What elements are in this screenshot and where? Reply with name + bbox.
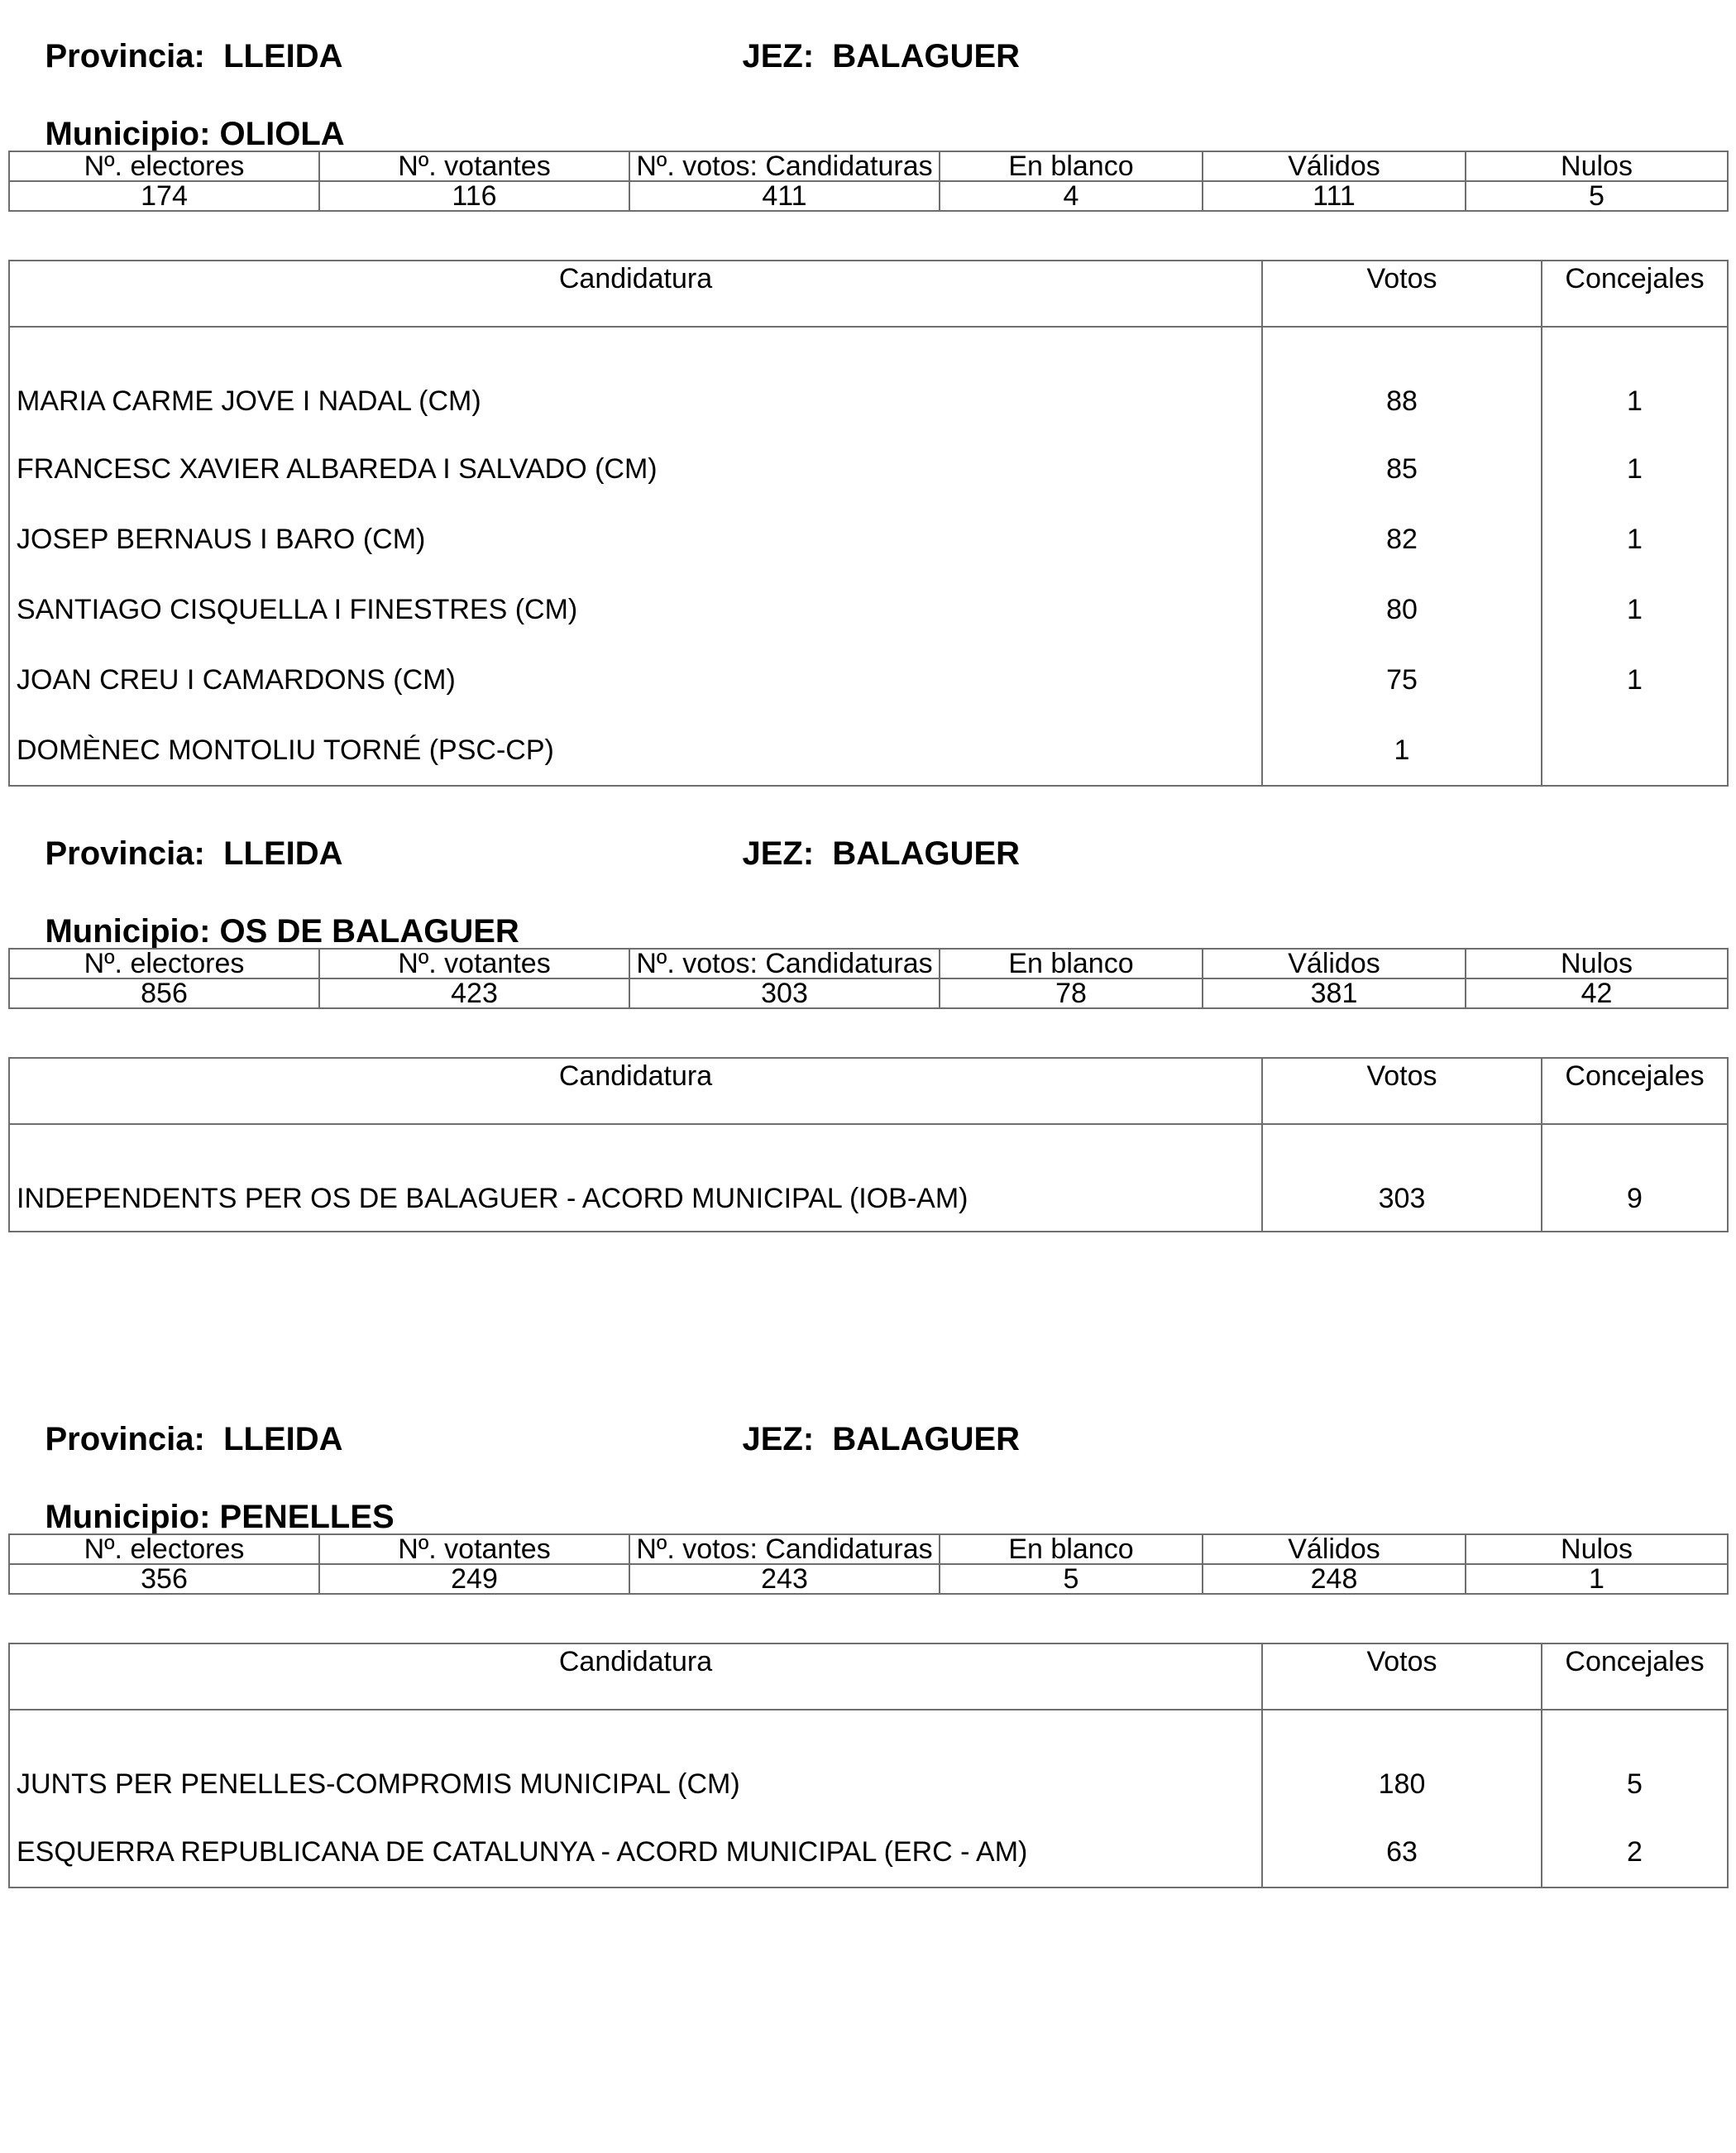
table-row bbox=[9, 504, 1728, 574]
jez-label: JEZ: bbox=[742, 1421, 815, 1457]
table-row bbox=[9, 715, 1728, 786]
stats-nulos: 1 bbox=[1466, 1564, 1728, 1594]
stats-nulos: 5 bbox=[1466, 181, 1728, 211]
provincia-value: LLEIDA bbox=[223, 835, 343, 872]
concejales-header: Concejales bbox=[1542, 1058, 1728, 1124]
concejales-header: Concejales bbox=[1542, 1643, 1728, 1710]
provincia-label: Provincia: bbox=[45, 1421, 205, 1457]
jez-label: JEZ: bbox=[742, 38, 815, 74]
stats-value-row bbox=[9, 978, 1728, 1008]
candidatura-header: Candidatura bbox=[9, 261, 1262, 327]
stats-header-validos: Válidos bbox=[1203, 949, 1466, 978]
table-row bbox=[9, 327, 1728, 433]
candidate-concejales: 1 bbox=[1627, 523, 1643, 555]
stats-validos: 381 bbox=[1203, 978, 1466, 1008]
candidate-name: JUNTS PER PENELLES-COMPROMIS MUNICIPAL (CM) bbox=[9, 1710, 1262, 1816]
candidatura-header: Candidatura bbox=[9, 1643, 1262, 1710]
candidate-votos: 82 bbox=[1262, 504, 1542, 574]
candidates-table bbox=[8, 260, 1729, 787]
jez-header bbox=[705, 1390, 1020, 1489]
stats-table bbox=[8, 948, 1729, 1009]
stats-nulos: 42 bbox=[1466, 978, 1728, 1008]
candidate-concejales: 1 bbox=[1627, 385, 1643, 417]
candidate-concejales: 5 bbox=[1627, 1768, 1643, 1800]
stats-header-electores: Nº. electores bbox=[9, 151, 319, 181]
stats-electores: 356 bbox=[9, 1564, 319, 1594]
candidate-name: INDEPENDENTS PER OS DE BALAGUER - ACORD MUNICIPAL (IOB-AM) bbox=[9, 1124, 1262, 1232]
stats-table bbox=[8, 151, 1729, 212]
stats-header-en-blanco: En blanco bbox=[940, 151, 1203, 181]
stats-votantes: 249 bbox=[319, 1564, 629, 1594]
candidate-votos: 75 bbox=[1262, 644, 1542, 715]
candidates-header-row bbox=[9, 1058, 1728, 1124]
stats-header-electores: Nº. electores bbox=[9, 949, 319, 978]
stats-header-nulos: Nulos bbox=[1466, 1534, 1728, 1564]
candidate-concejales: 1 bbox=[1627, 593, 1643, 625]
stats-votos-candidaturas: 411 bbox=[629, 181, 940, 211]
candidate-concejales: 9 bbox=[1627, 1183, 1643, 1214]
candidates-header-row bbox=[9, 261, 1728, 327]
stats-value-row bbox=[9, 181, 1728, 211]
stats-header-votantes: Nº. votantes bbox=[319, 949, 629, 978]
jez-value: BALAGUER bbox=[832, 835, 1021, 872]
stats-table bbox=[8, 1533, 1729, 1595]
table-row bbox=[9, 433, 1728, 504]
candidates-header-row bbox=[9, 1643, 1728, 1710]
stats-validos: 111 bbox=[1203, 181, 1466, 211]
jez-value: BALAGUER bbox=[832, 1421, 1021, 1457]
stats-en-blanco: 5 bbox=[940, 1564, 1203, 1594]
municipio-value: OS DE BALAGUER bbox=[219, 913, 519, 950]
stats-votantes: 116 bbox=[319, 181, 629, 211]
candidates-table bbox=[8, 1057, 1729, 1232]
municipio-value: OLIOLA bbox=[219, 116, 345, 152]
candidate-name: SANTIAGO CISQUELLA I FINESTRES (CM) bbox=[9, 574, 1262, 644]
table-row bbox=[9, 1124, 1728, 1232]
candidate-concejales: 1 bbox=[1627, 452, 1643, 485]
stats-header-votantes: Nº. votantes bbox=[319, 1534, 629, 1564]
stats-header-nulos: Nulos bbox=[1466, 151, 1728, 181]
stats-header-validos: Válidos bbox=[1203, 151, 1466, 181]
stats-header-electores: Nº. electores bbox=[9, 1534, 319, 1564]
stats-header-votos-candidaturas: Nº. votos: Candidaturas bbox=[629, 151, 940, 181]
candidate-name: JOAN CREU I CAMARDONS (CM) bbox=[9, 644, 1262, 715]
candidate-name: JOSEP BERNAUS I BARO (CM) bbox=[9, 504, 1262, 574]
candidate-name: FRANCESC XAVIER ALBAREDA I SALVADO (CM) bbox=[9, 433, 1262, 504]
stats-validos: 248 bbox=[1203, 1564, 1466, 1594]
concejales-header: Concejales bbox=[1542, 261, 1728, 327]
stats-votos-candidaturas: 243 bbox=[629, 1564, 940, 1594]
candidate-votos: 303 bbox=[1262, 1124, 1542, 1232]
provincia-value: LLEIDA bbox=[223, 38, 343, 74]
candidate-name: ESQUERRA REPUBLICANA DE CATALUNYA - ACORD MUNICIPAL (ERC - AM) bbox=[9, 1816, 1262, 1887]
stats-en-blanco: 78 bbox=[940, 978, 1203, 1008]
jez-value: BALAGUER bbox=[832, 38, 1021, 74]
stats-header-votos-candidaturas: Nº. votos: Candidaturas bbox=[629, 949, 940, 978]
stats-header-row bbox=[9, 151, 1728, 181]
stats-header-votantes: Nº. votantes bbox=[319, 151, 629, 181]
stats-header-nulos: Nulos bbox=[1466, 949, 1728, 978]
municipio-label: Municipio: bbox=[45, 116, 211, 152]
stats-header-votos-candidaturas: Nº. votos: Candidaturas bbox=[629, 1534, 940, 1564]
candidate-votos: 80 bbox=[1262, 574, 1542, 644]
candidate-votos: 180 bbox=[1262, 1710, 1542, 1816]
stats-header-row bbox=[9, 949, 1728, 978]
municipio-value: PENELLES bbox=[219, 1499, 395, 1535]
stats-votantes: 423 bbox=[319, 978, 629, 1008]
candidate-votos: 85 bbox=[1262, 433, 1542, 504]
municipio-label: Municipio: bbox=[45, 913, 211, 950]
stats-value-row bbox=[9, 1564, 1728, 1594]
candidate-votos: 1 bbox=[1262, 715, 1542, 786]
provincia-label: Provincia: bbox=[45, 835, 205, 872]
candidate-concejales bbox=[1542, 715, 1728, 786]
candidate-name: MARIA CARME JOVE I NADAL (CM) bbox=[9, 327, 1262, 433]
stats-votos-candidaturas: 303 bbox=[629, 978, 940, 1008]
table-row bbox=[9, 574, 1728, 644]
candidates-table bbox=[8, 1643, 1729, 1888]
provincia-value: LLEIDA bbox=[223, 1421, 343, 1457]
votos-header: Votos bbox=[1262, 261, 1542, 327]
candidate-votos: 63 bbox=[1262, 1816, 1542, 1887]
jez-header bbox=[705, 804, 1020, 903]
stats-en-blanco: 4 bbox=[940, 181, 1203, 211]
stats-header-en-blanco: En blanco bbox=[940, 949, 1203, 978]
votos-header: Votos bbox=[1262, 1058, 1542, 1124]
jez-label: JEZ: bbox=[742, 835, 815, 872]
stats-electores: 856 bbox=[9, 978, 319, 1008]
provincia-label: Provincia: bbox=[45, 38, 205, 74]
table-row bbox=[9, 644, 1728, 715]
stats-electores: 174 bbox=[9, 181, 319, 211]
candidatura-header: Candidatura bbox=[9, 1058, 1262, 1124]
stats-header-validos: Válidos bbox=[1203, 1534, 1466, 1564]
table-row bbox=[9, 1816, 1728, 1887]
municipio-label: Municipio: bbox=[45, 1499, 211, 1535]
stats-header-en-blanco: En blanco bbox=[940, 1534, 1203, 1564]
stats-header-row bbox=[9, 1534, 1728, 1564]
candidate-votos: 88 bbox=[1262, 327, 1542, 433]
candidate-concejales: 2 bbox=[1627, 1835, 1643, 1868]
table-row bbox=[9, 1710, 1728, 1816]
candidate-name: DOMÈNEC MONTOLIU TORNÉ (PSC-CP) bbox=[9, 715, 1262, 786]
candidate-concejales: 1 bbox=[1627, 663, 1643, 696]
votos-header: Votos bbox=[1262, 1643, 1542, 1710]
jez-header bbox=[705, 7, 1020, 106]
